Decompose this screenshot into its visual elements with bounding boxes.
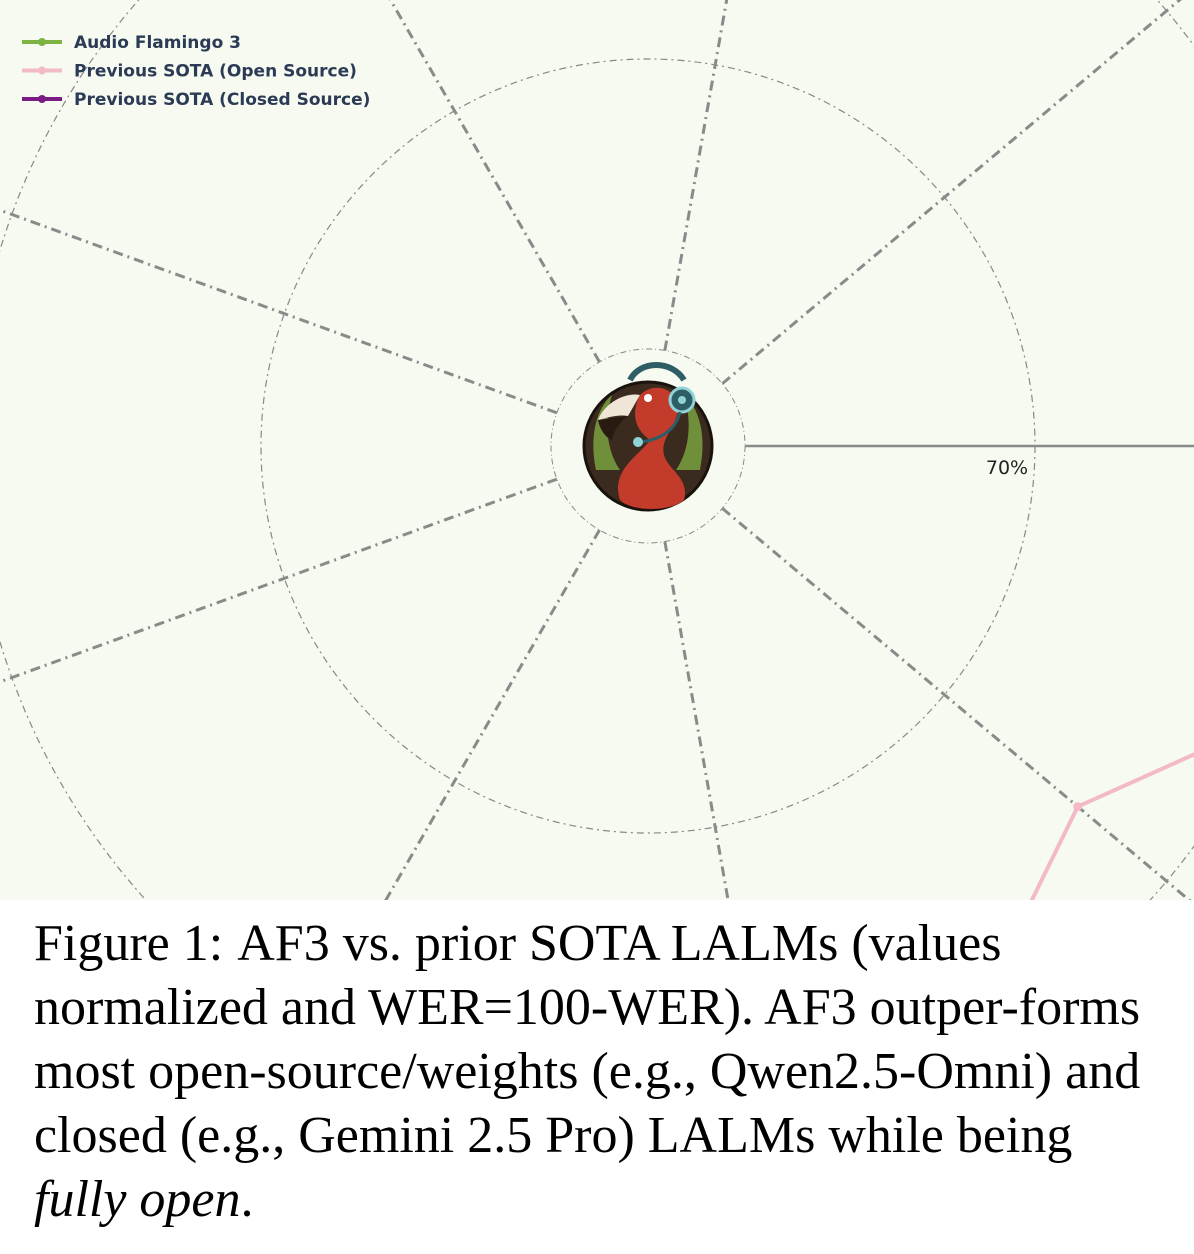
legend-marker	[38, 95, 46, 103]
caption-text-end: .	[240, 1171, 254, 1228]
figure-caption	[34, 912, 1154, 1232]
caption-text: AF3 vs. prior SOTA LALMs (values normalized and WER=100-WER). AF3 outper-forms most open-source/weights (e.g., Qwen2.5-Omni) and closed (e.g., Gemini 2.5 Pro) LALMs while being	[34, 915, 1141, 1164]
legend-label: Previous SOTA (Open Source)	[74, 61, 357, 82]
series-point	[1073, 802, 1082, 811]
radial-tick-label: 70%	[985, 457, 1029, 479]
legend-marker	[38, 67, 46, 75]
legend-label: Previous SOTA (Closed Source)	[74, 90, 371, 110]
caption-emphasis: fully open	[34, 1171, 241, 1228]
legend-label: Audio Flamingo 3	[74, 33, 242, 53]
caption-figure-label: Figure 1:	[34, 915, 224, 972]
legend-marker	[38, 38, 46, 46]
